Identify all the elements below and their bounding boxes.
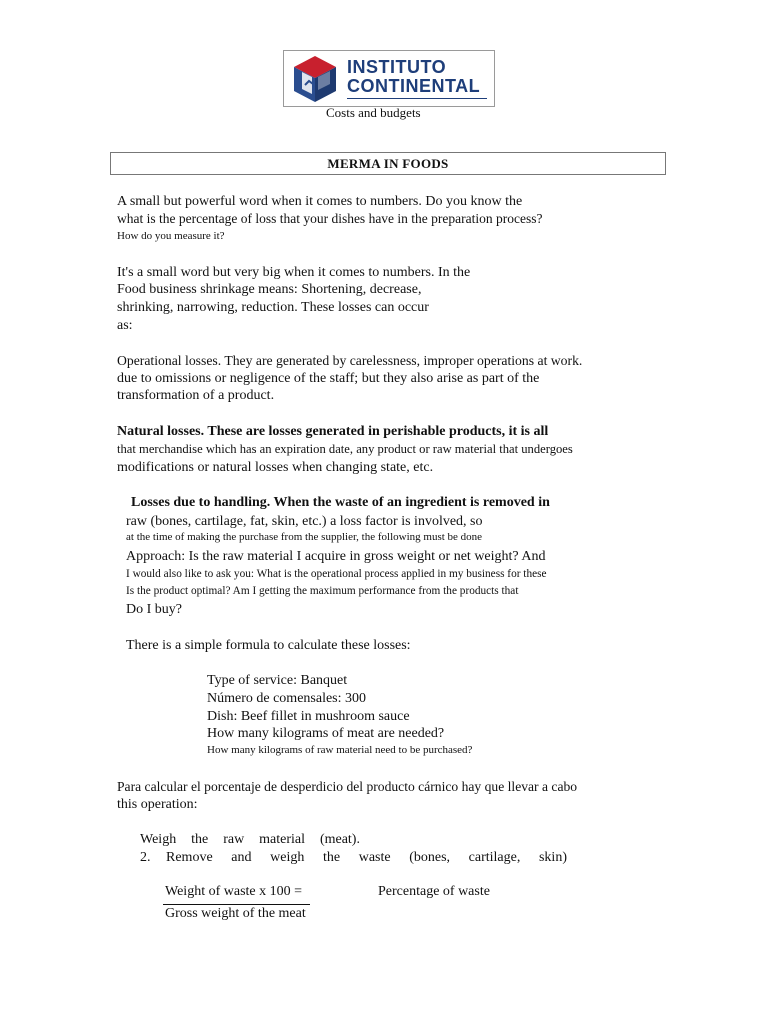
definition-line-2: Food business shrinkage means: Shortening, decrease, [117, 282, 422, 297]
definition-line-4: as: [117, 318, 133, 333]
logo-text-continental: CONTINENTAL [347, 76, 481, 96]
fraction-bar [163, 904, 310, 905]
formula-intro: There is a simple formula to calculate these losses: [126, 638, 411, 653]
calc-line-2: this operation: [117, 797, 198, 812]
step-1-word: Weigh [140, 832, 177, 847]
handling-line-1: Losses due to handling. When the waste of an ingredient is removed in [131, 495, 550, 510]
formula-denominator: Gross weight of the meat [165, 906, 306, 921]
logo-text-instituto: INSTITUTO [347, 57, 447, 77]
institute-logo [283, 50, 495, 107]
step-2-word: (bones, [409, 850, 451, 865]
example-question-1: How many kilograms of meat are needed? [207, 726, 445, 741]
step-2-word: weigh [270, 850, 305, 865]
step-2-word: skin) [538, 850, 567, 865]
definition-line-3: shrinking, narrowing, reduction. These losses can occur [117, 300, 429, 315]
step-2-word: waste [358, 850, 391, 865]
step-2-word: Remove [166, 850, 213, 865]
example-diners: Número de comensales: 300 [207, 691, 367, 706]
natural-line-3: modifications or natural losses when changing state, etc. [117, 460, 434, 475]
natural-line-1: Natural losses. These are losses generated in perishable products, it is all [117, 424, 549, 439]
handling-line-4: Approach: Is the raw material I acquire in gross weight or net weight? And [126, 549, 546, 564]
handling-line-3: at the time of making the purchase from the supplier, the following must be done [126, 531, 483, 543]
logo-underline [347, 98, 487, 99]
example-dish: Dish: Beef fillet in mushroom sauce [207, 709, 410, 724]
step-1-word: the [191, 832, 209, 847]
operational-line-1: Operational losses. They are generated by carelessness, improper operations at work. [117, 353, 583, 368]
title-box [110, 152, 666, 175]
intro-line-1: A small but powerful word when it comes to numbers. Do you know the [117, 194, 523, 209]
formula-numerator: Weight of waste x 100 = [165, 884, 303, 899]
definition-line-1: It's a small word but very big when it comes to numbers. In the [117, 265, 471, 280]
handling-line-6: Is the product optimal? Am I getting the maximum performance from the products that [126, 585, 519, 597]
intro-line-2: what is the percentage of loss that your dishes have in the preparation process? [117, 211, 543, 226]
step-1-word: (meat). [319, 832, 360, 847]
step-1 [140, 832, 360, 848]
operational-line-2: due to omissions or negligence of the staff; but they also arise as part of the [117, 371, 540, 386]
document-subtitle: Costs and budgets [326, 105, 421, 120]
handling-line-7: Do I buy? [126, 602, 182, 617]
step-2-word: and [231, 850, 252, 865]
natural-line-2: that merchandise which has an expiration date, any product or raw material that undergoes [117, 442, 573, 456]
example-service: Type of service: Banquet [207, 673, 348, 688]
example-question-2: How many kilograms of raw material need to be purchased? [207, 744, 473, 756]
step-2-word: the [322, 850, 341, 865]
intro-line-3: How do you measure it? [117, 230, 225, 242]
document-title: MERMA IN FOODS [327, 156, 449, 171]
formula-result: Percentage of waste [378, 884, 490, 899]
step-1-word: material [259, 832, 305, 847]
calc-line-1: Para calcular el porcentaje de desperdicio del producto cárnico hay que llevar a cabo [117, 779, 578, 794]
step-2-number: 2. [140, 850, 151, 865]
step-2-word: cartilage, [468, 850, 521, 865]
step-2 [166, 850, 567, 866]
cube-logo-icon [290, 54, 340, 104]
operational-line-3: transformation of a product. [117, 388, 275, 403]
step-1-word: raw [223, 832, 245, 847]
handling-line-5: I would also like to ask you: What is the operational process applied in my business for these [126, 568, 547, 580]
handling-line-2: raw (bones, cartilage, fat, skin, etc.) a loss factor is involved, so [126, 514, 483, 529]
